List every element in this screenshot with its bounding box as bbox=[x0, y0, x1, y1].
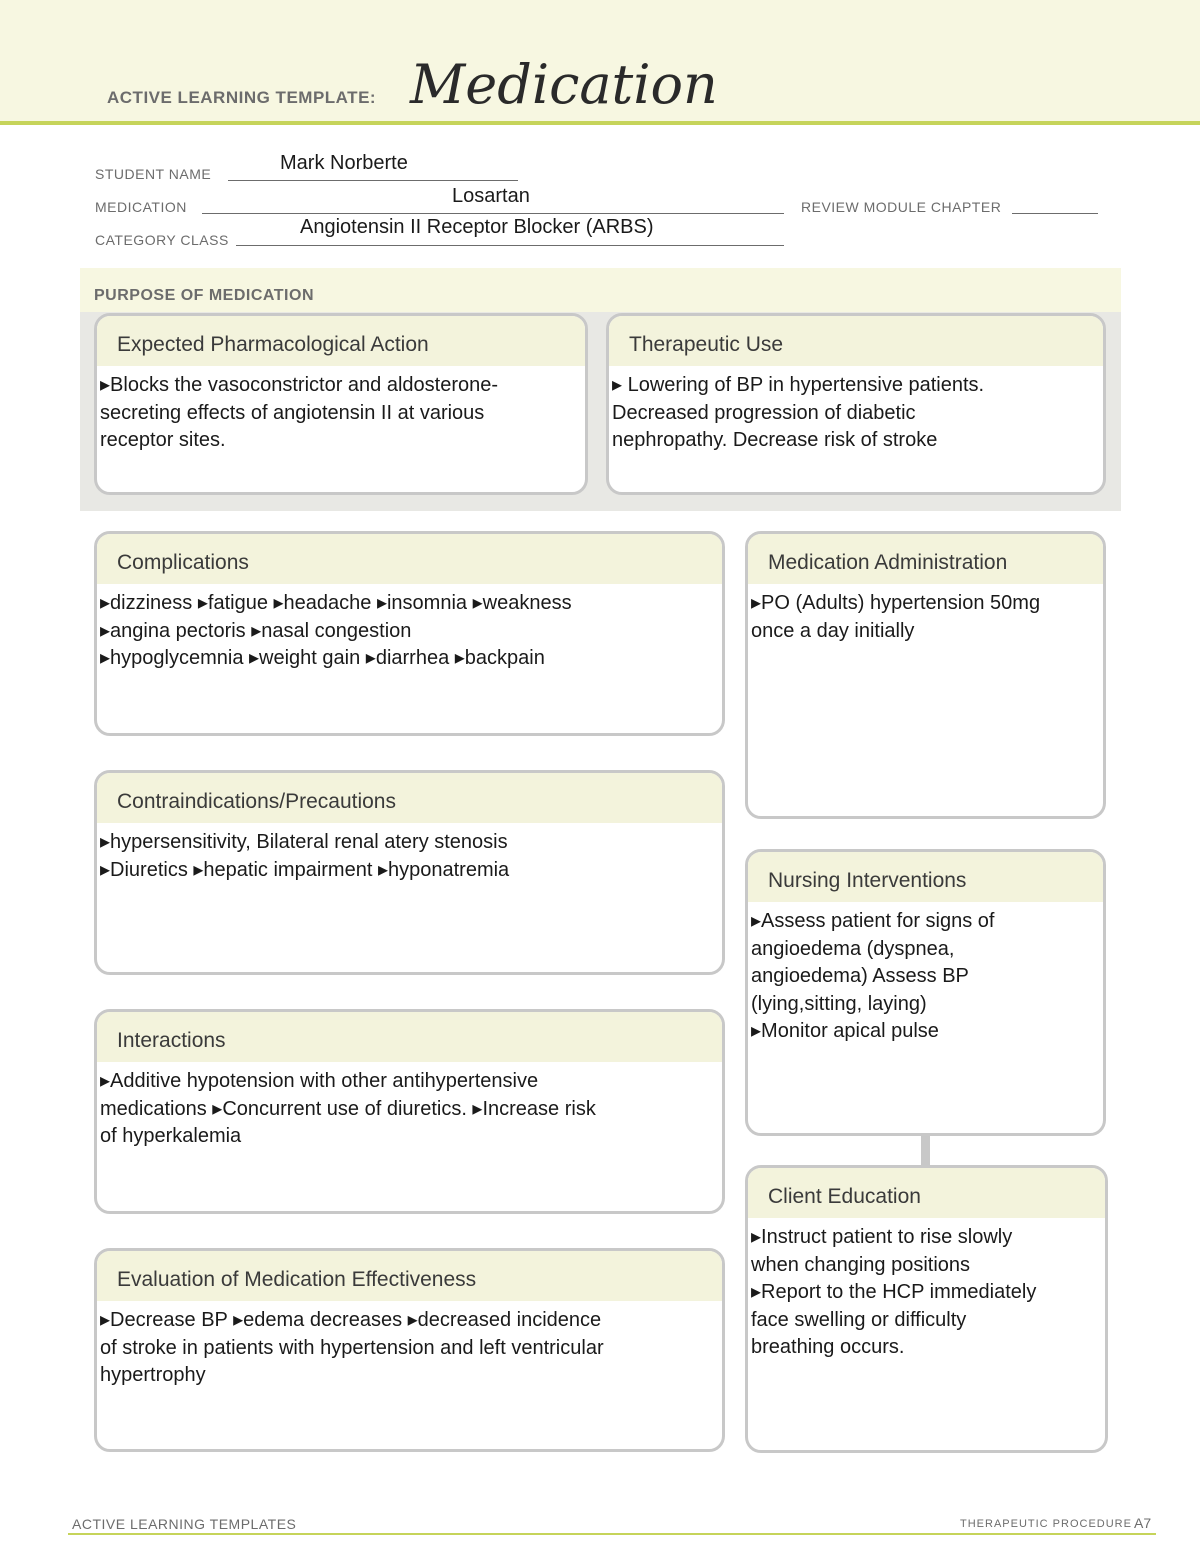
evaluation-text[interactable]: ▸Decrease BP ▸edema decreases ▸decreased incidence of stroke in patients with hypertension and left ventricular hypertrophy bbox=[100, 1309, 604, 1386]
student-name-line bbox=[228, 180, 518, 181]
medication-administration-box bbox=[745, 531, 1106, 819]
review-module-label: REVIEW MODULE CHAPTER bbox=[801, 199, 1002, 215]
evaluation-box bbox=[94, 1248, 725, 1452]
medication-administration-title: Medication Administration bbox=[748, 534, 1103, 584]
nursing-interventions-title: Nursing Interventions bbox=[748, 852, 1103, 902]
review-module-line bbox=[1012, 213, 1098, 214]
category-class-field[interactable]: Angiotensin II Receptor Blocker (ARBS) bbox=[300, 216, 654, 238]
nursing-interventions-box bbox=[745, 849, 1106, 1136]
category-class-line bbox=[236, 245, 784, 246]
client-education-box bbox=[745, 1165, 1108, 1453]
therapeutic-use-title: Therapeutic Use bbox=[609, 316, 1103, 366]
expected-action-box bbox=[94, 313, 588, 495]
footer-procedure-label: THERAPEUTIC PROCEDURE bbox=[960, 1518, 1132, 1530]
interactions-box bbox=[94, 1009, 725, 1214]
therapeutic-use-text[interactable]: ▸ Lowering of BP in hypertensive patients. Decreased progression of diabetic nephropathy. Decrease risk of stroke bbox=[612, 374, 985, 451]
medication-field[interactable]: Losartan bbox=[452, 185, 530, 207]
purpose-label: PURPOSE OF MEDICATION bbox=[94, 287, 314, 304]
contraindications-title: Contraindications/Precautions bbox=[97, 773, 722, 823]
student-name-field[interactable]: Mark Norberte bbox=[280, 152, 408, 174]
client-education-title: Client Education bbox=[748, 1168, 1105, 1218]
box-connector bbox=[921, 1134, 930, 1166]
medication-line bbox=[202, 213, 784, 214]
medication-label: MEDICATION bbox=[95, 199, 187, 215]
expected-action-title: Expected Pharmacological Action bbox=[97, 316, 585, 366]
student-name-label: STUDENT NAME bbox=[95, 166, 212, 182]
client-education-text[interactable]: ▸Instruct patient to rise slowly when changing positions ▸Report to the HCP immediately face swelling or difficulty breathing occurs. bbox=[751, 1226, 1037, 1358]
expected-action-text[interactable]: ▸Blocks the vasoconstrictor and aldosterone- secreting effects of angiotensin II at various receptor sites. bbox=[100, 374, 499, 451]
complications-text[interactable]: ▸dizziness ▸fatigue ▸headache ▸insomnia ▸weakness ▸angina pectoris ▸nasal congestion ▸hypoglycemnia ▸weight gain ▸diarrhea ▸backpain bbox=[100, 592, 572, 669]
header-divider bbox=[0, 121, 1200, 125]
template-label: ACTIVE LEARNING TEMPLATE: bbox=[107, 88, 377, 107]
contraindications-text[interactable]: ▸hypersensitivity, Bilateral renal atery stenosis ▸Diuretics ▸hepatic impairment ▸hyponatremia bbox=[100, 831, 510, 881]
interactions-text[interactable]: ▸Additive hypotension with other antihypertensive medications ▸Concurrent use of diuretics. ▸Increase risk of hyperkalemia bbox=[100, 1070, 596, 1147]
evaluation-title: Evaluation of Medication Effectiveness bbox=[97, 1251, 722, 1301]
footer-divider bbox=[68, 1533, 1156, 1535]
category-class-label: CATEGORY CLASS bbox=[95, 232, 229, 248]
complications-title: Complications bbox=[97, 534, 722, 584]
medication-administration-text[interactable]: ▸PO (Adults) hypertension 50mg once a day initially bbox=[751, 592, 1041, 642]
footer-page-number: A7 bbox=[1134, 1515, 1152, 1531]
interactions-title: Interactions bbox=[97, 1012, 722, 1062]
nursing-interventions-text[interactable]: ▸Assess patient for signs of angioedema (dyspnea, angioedema) Assess BP (lying,sitting, laying) ▸Monitor apical pulse bbox=[751, 910, 995, 1042]
complications-box bbox=[94, 531, 725, 736]
contraindications-box bbox=[94, 770, 725, 975]
page-title: Medication bbox=[410, 53, 718, 116]
therapeutic-use-box bbox=[606, 313, 1106, 495]
footer-template-label: ACTIVE LEARNING TEMPLATES bbox=[72, 1516, 297, 1532]
